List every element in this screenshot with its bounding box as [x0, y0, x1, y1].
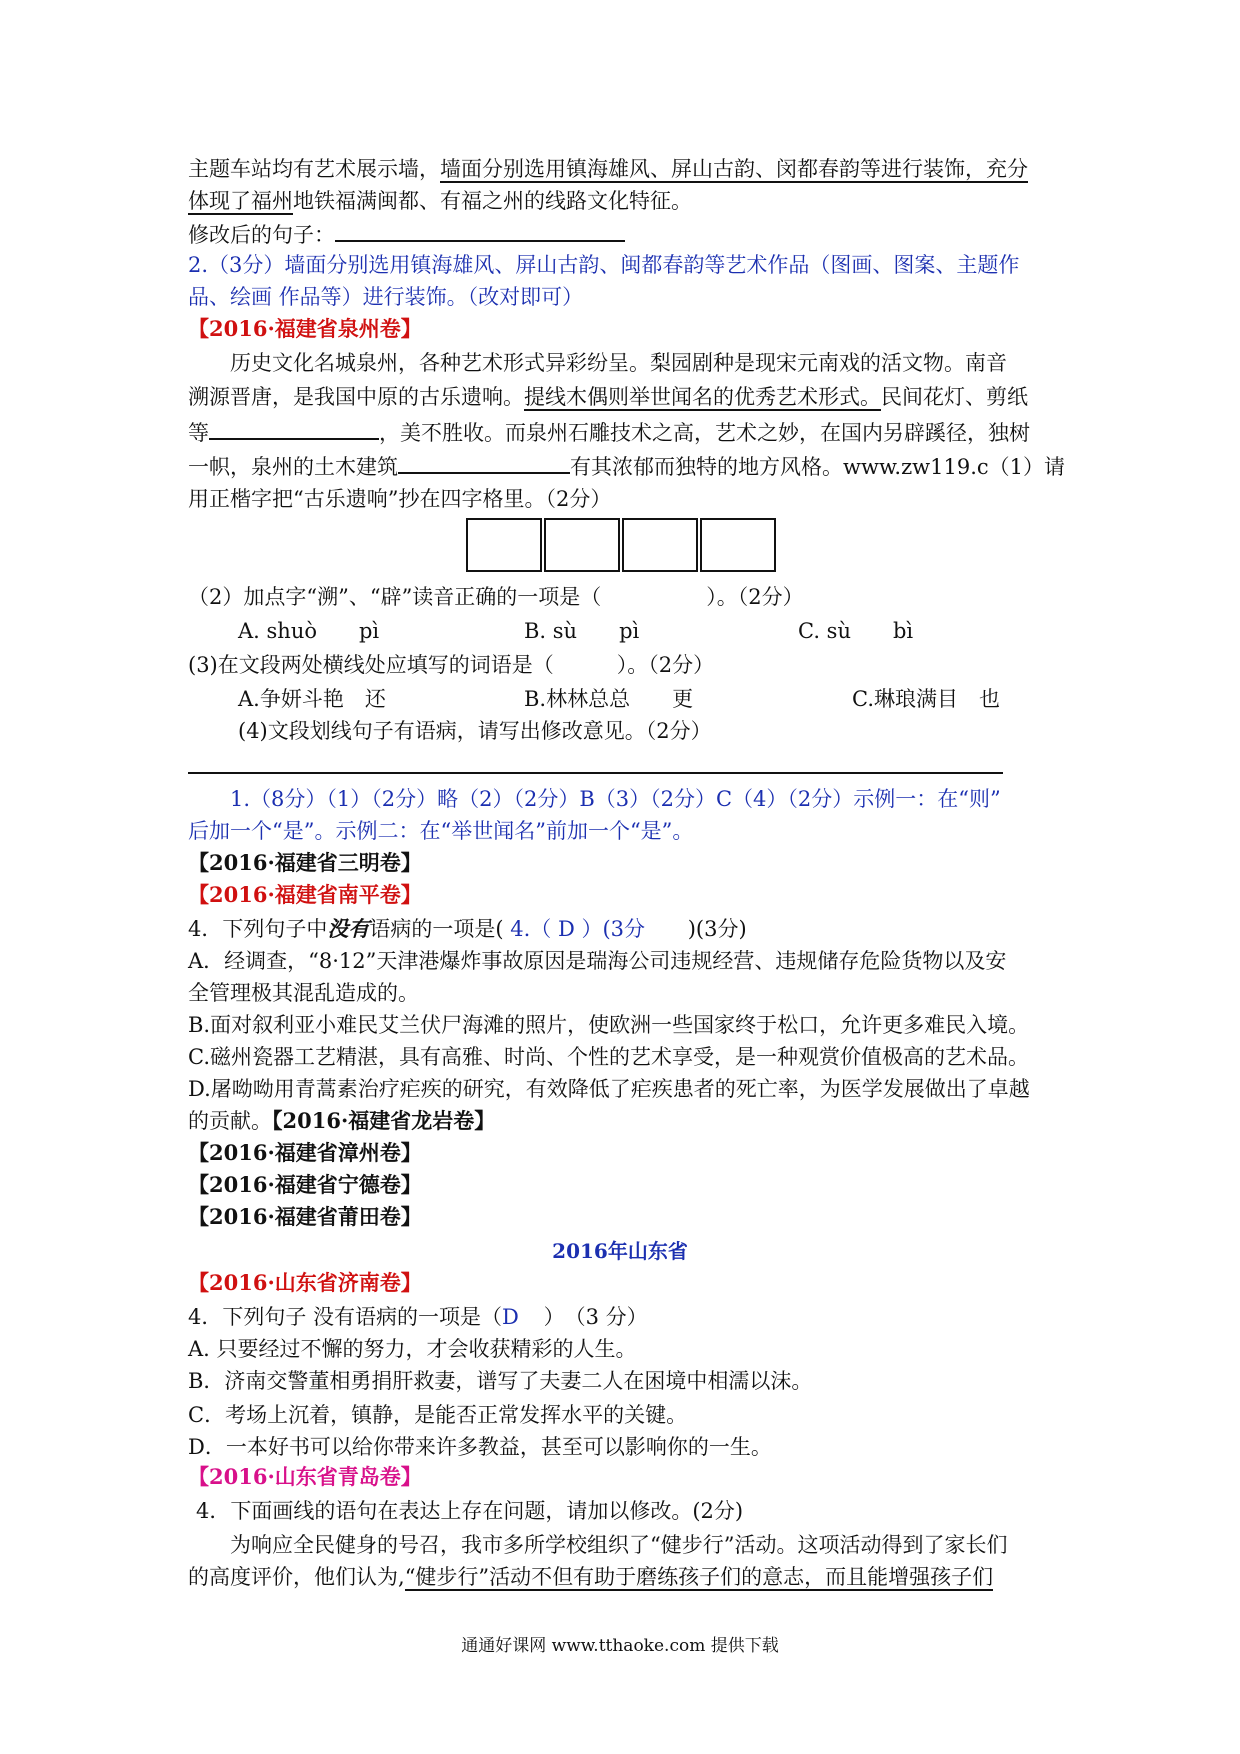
nanping-title: 【2016·福建省南平卷】	[188, 882, 422, 907]
quanzhou-question-4: (4)文段划线句子有语病，请写出修改意见。（2分）	[238, 719, 712, 743]
longyan-title: 【2016·福建省龙岩卷】	[272, 1108, 496, 1133]
underlined-sentence: “健步行”活动不但有助于磨练孩子们的意志，而且能增强孩子们	[404, 1565, 994, 1589]
writing-box-3	[622, 518, 698, 572]
ningde-title: 【2016·福建省宁德卷】	[188, 1172, 422, 1197]
text: 一帜，泉州的土木建筑	[188, 455, 398, 479]
quanzhou-question-1: 用正楷字把“古乐遗响”抄在四字格里。（2分）	[188, 487, 612, 511]
quanzhou-question-2: （2）加点字“溯”、“辟”读音正确的一项是（ ）。（2分）	[188, 585, 804, 609]
text: 有其浓郁而独特的地方风格。www.zw119.c（1）请	[570, 455, 1066, 479]
jinan-option-b: B．济南交警董相勇捐肝救妻，谱写了夫妻二人在困境中相濡以沫。	[188, 1369, 813, 1393]
quanzhou-paragraph-line-4	[188, 450, 1065, 482]
nanping-option-c: C.磁州瓷器工艺精湛，具有高雅、时尚、个性的艺术享受，是一种观赏价值极高的艺术品。	[188, 1045, 1029, 1069]
qingdao-question: 4．下面画线的语句在表达上存在问题，请加以修改。(2分)	[196, 1499, 744, 1523]
text: 地铁福满闽都、有福之州的线路文化特征。	[293, 189, 692, 213]
jinan-question	[188, 1302, 648, 1332]
nanping-option-a-line-1: A．经调查，“8·12”天津港爆炸事故原因是瑞海公司违规经营、违规储存危险货物以及安	[188, 949, 1007, 973]
text: 的高度评价，他们认为,	[188, 1565, 405, 1589]
text: )(3分)	[687, 917, 747, 941]
fuzhou-answer-line-1: 2.（3分）墙面分别选用镇海雄风、屏山古韵、闽都春韵等艺术作品（图画、图案、主题作	[188, 253, 1020, 277]
text: 4．下列句子中	[188, 917, 328, 941]
qingdao-paragraph-line-1: 为响应全民健身的号召，我市多所学校组织了“健步行”活动。这项活动得到了家长们	[230, 1533, 1008, 1557]
q3-option-b: B.林林总总 更	[524, 687, 694, 711]
q2-option-a: A. shuò pì	[238, 619, 380, 643]
answer-line	[188, 772, 1003, 774]
quanzhou-title: 【2016·福建省泉州卷】	[188, 316, 422, 341]
q2-option-b: B. sù pì	[524, 619, 640, 643]
nanping-option-d-line-1: D.屠呦呦用青蒿素治疗疟疾的研究，有效降低了疟疾患者的死亡率，为医学发展做出了卓越	[188, 1077, 1030, 1101]
answer-blank	[335, 218, 625, 242]
underlined-sentence: 墙面分别选用镇海雄风、屏山古韵、闵都春韵等进行装饰，充分	[440, 157, 1028, 181]
quanzhou-answer-line-1: 1.（8分）（1）（2分）略（2）（2分）B（3）（2分）C（4）（2分）示例一：在“则”	[230, 787, 1001, 811]
writing-box-1	[466, 518, 542, 572]
text: 民间花灯、剪纸	[881, 385, 1028, 409]
jinan-option-d: D．一本好书可以给你带来许多教益，甚至可以影响你的一生。	[188, 1435, 772, 1459]
sanming-title: 【2016·福建省三明卷】	[188, 850, 422, 875]
writing-box-2	[544, 518, 620, 572]
revise-line	[188, 218, 625, 250]
jinan-option-a: A. 只要经过不懈的努力，才会收获精彩的人生。	[188, 1337, 637, 1361]
nanping-option-d-line-2	[188, 1106, 495, 1136]
jinan-answer: D	[502, 1305, 519, 1329]
jinan-option-c: C．考场上沉着，镇静，是能否正常发挥水平的关键。	[188, 1403, 688, 1427]
text: 4．下列句子 没有语病的一项是（	[188, 1305, 503, 1329]
q3-option-c: C.琳琅满目 也	[852, 687, 1000, 711]
quanzhou-paragraph-line-2	[188, 382, 1028, 412]
putian-title: 【2016·福建省莆田卷】	[188, 1204, 422, 1229]
writing-box-4	[700, 518, 776, 572]
text: 主题车站均有艺术展示墙，	[188, 157, 440, 181]
shandong-heading: 2016年山东省	[552, 1239, 688, 1263]
zhangzhou-title: 【2016·福建省漳州卷】	[188, 1140, 422, 1165]
text: ） （3 分）	[543, 1305, 648, 1329]
quanzhou-paragraph-line-1: 历史文化名城泉州，各种艺术形式异彩纷呈。梨园剧种是现宋元南戏的活文物。南音	[230, 351, 1007, 375]
underlined-sentence: 提线木偶则举世闻名的优秀艺术形式。	[524, 385, 881, 409]
text: 的贡献。	[188, 1109, 272, 1133]
fill-blank-1	[209, 416, 379, 440]
qingdao-paragraph-line-2	[188, 1562, 993, 1592]
q3-option-a: A.争妍斗艳 还	[238, 687, 386, 711]
text: 等	[188, 421, 209, 445]
quanzhou-answer-line-2: 后加一个“是”。示例二：在“举世闻名”前加一个“是”。	[188, 819, 694, 843]
fill-blank-2	[398, 450, 570, 474]
text: ，美不胜收。而泉州石雕技术之高，艺术之妙，在国内另辟蹊径，独树	[379, 421, 1030, 445]
quanzhou-paragraph-line-3	[188, 416, 1030, 448]
underlined-sentence: 体现了福州	[188, 189, 293, 213]
qingdao-title: 【2016·山东省青岛卷】	[188, 1464, 422, 1489]
nanping-question	[188, 914, 747, 944]
text: 溯源晋唐，是我国中原的古乐遗响。	[188, 385, 524, 409]
q2-option-c: C. sù bì	[798, 619, 914, 643]
quanzhou-question-3: (3)在文段两处横线处应填写的词语是（ ）。（2分）	[188, 653, 715, 677]
revise-label: 修改后的句子：	[188, 223, 335, 247]
nanping-answer: 4.（ D ）(3分	[510, 917, 646, 941]
fuzhou-answer-line-2: 品、绘画 作品等）进行装饰。（改对即可）	[188, 285, 584, 309]
jinan-title: 【2016·山东省济南卷】	[188, 1270, 422, 1295]
emphasis-text: 没有	[327, 916, 370, 941]
nanping-option-a-line-2: 全管理极其混乱造成的。	[188, 981, 419, 1005]
fuzhou-line-1	[188, 154, 1028, 184]
fuzhou-line-2	[188, 186, 692, 216]
nanping-option-b: B.面对叙利亚小难民艾兰伏尸海滩的照片，使欧洲一些国家终于松口，允许更多难民入境。	[188, 1013, 1030, 1037]
page-footer: 通通好课网 www.tthaoke.com 提供下载	[461, 1636, 779, 1656]
text: 语病的一项是(	[369, 917, 504, 941]
